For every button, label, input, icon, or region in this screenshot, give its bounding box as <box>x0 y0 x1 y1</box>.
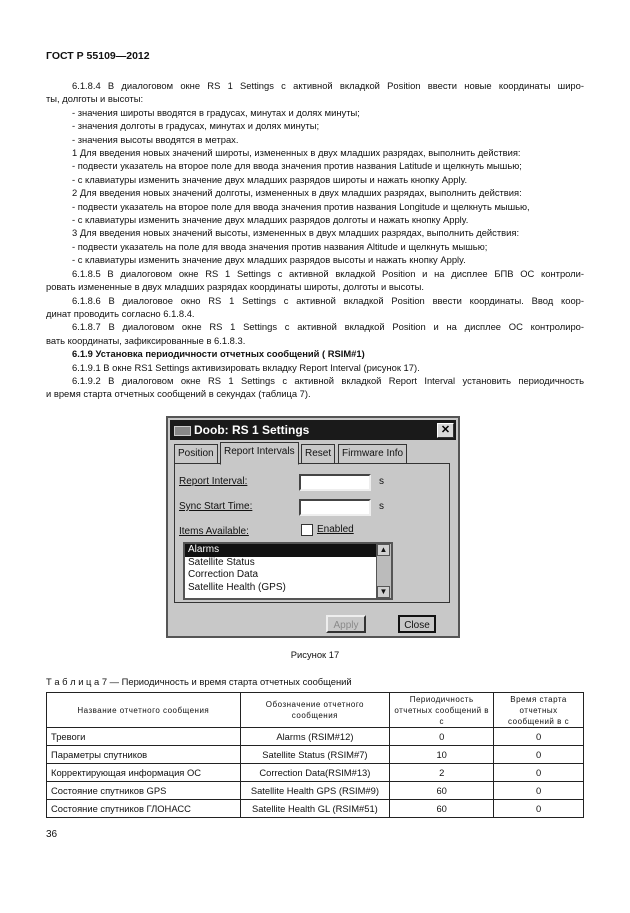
paragraph-line: и время старта отчетных сообщений в секундах (таблица 7). <box>46 388 311 400</box>
column-header: Обозначение отчетного сообщения <box>240 693 390 728</box>
paragraph-line: ты, долготы и высоты: <box>46 93 144 105</box>
window-menu-icon[interactable] <box>174 426 191 436</box>
paragraph-line: - подвести указатель на второе поле для ввода значения против названия Latitude и щелкнуть мышью; <box>72 160 522 172</box>
document-header: ГОСТ Р 55109—2012 <box>46 50 150 62</box>
table-cell: Satellite Health GPS (RSIM#9) <box>240 782 390 800</box>
title-bar[interactable] <box>170 420 456 440</box>
paragraph-line: - значения высоты вводятся в метрах. <box>72 133 239 145</box>
table-cell: 0 <box>494 782 584 800</box>
figure-caption: Рисунок 17 <box>290 649 340 660</box>
tab-reset[interactable]: Reset <box>301 444 335 463</box>
paragraph-line: вать координаты, зафиксированные в 6.1.8.3. <box>46 334 246 346</box>
dialog-title: Doob: RS 1 Settings <box>194 423 310 437</box>
paragraph-line: 1 Для введения новых значений широты, измененных в двух младших разрядах, выполнить действия: <box>72 147 521 159</box>
paragraph-line: - значения долготы в градусах, минутах и долях минуты; <box>72 120 320 132</box>
paragraph-line: 2 Для введения новых значений долготы, измененных в двух младших разрядах, выполнить действия: <box>72 187 522 199</box>
paragraph-line: - значения широты вводятся в градусах, минутах и долях минуты; <box>72 106 360 118</box>
column-header: Периодичность отчетных сообщений в с <box>390 693 494 728</box>
report-interval-unit: s <box>379 476 384 487</box>
sync-start-input[interactable] <box>299 499 371 516</box>
paragraph-line: - с клавиатуры изменить значение двух младших разрядов высоты и нажать кнопку Apply. <box>72 254 466 266</box>
paragraph-line: 6.1.9.2 В диалоговом окне RS 1 Settings с активной вкладкой Report Interval установить периодичность <box>72 374 584 386</box>
column-header: Время старта отчетных сообщений в с <box>494 693 584 728</box>
paragraph-line: 6.1.9 Установка периодичности отчетных сообщений ( RSIM#1) <box>72 348 365 360</box>
table-cell: Satellite Health GL (RSIM#51) <box>240 800 390 818</box>
table-row <box>47 728 584 746</box>
report-interval-input[interactable] <box>299 474 371 491</box>
paragraph-line: 6.1.8.5 В диалоговом окне RS 1 Settings с активной вкладкой Position и на дисплее БПВ ОС контроли- <box>72 267 584 279</box>
apply-button[interactable]: Apply <box>326 615 366 633</box>
close-icon[interactable]: ✕ <box>437 423 454 438</box>
table-caption: Т а б л и ц а 7 — Периодичность и время старта отчетных сообщений <box>46 676 352 687</box>
table-cell: Satellite Status (RSIM#7) <box>240 746 390 764</box>
table-cell: 0 <box>390 728 494 746</box>
close-button[interactable]: Close <box>398 615 436 633</box>
report-interval-label: Report Interval: <box>179 476 248 487</box>
list-item[interactable]: Correction Data <box>188 569 259 580</box>
list-scrollbar[interactable] <box>376 544 391 598</box>
table-row <box>47 782 584 800</box>
table-cell: 0 <box>494 800 584 818</box>
table-cell: 10 <box>390 746 494 764</box>
table-cell: 0 <box>494 728 584 746</box>
report-messages-table <box>46 692 584 818</box>
rs1-settings-dialog <box>166 416 460 638</box>
table-cell: 0 <box>494 764 584 782</box>
table-cell: 60 <box>390 800 494 818</box>
page-number: 36 <box>46 829 58 840</box>
table-cell: 2 <box>390 764 494 782</box>
table-cell: Состояние спутников ГЛОНАСС <box>47 800 241 818</box>
table-row <box>47 746 584 764</box>
table-cell: Alarms (RSIM#12) <box>240 728 390 746</box>
enabled-checkbox[interactable] <box>301 524 313 536</box>
table-cell: Параметры спутников <box>47 746 241 764</box>
paragraph-line: - подвести указатель на поле для ввода значения против названия Altitude и щелкнуть мышью; <box>72 240 488 252</box>
scroll-up-icon[interactable]: ▲ <box>377 544 390 556</box>
scroll-down-icon[interactable]: ▼ <box>377 586 390 598</box>
list-item[interactable]: Alarms <box>185 544 391 557</box>
report-intervals-panel <box>174 463 450 603</box>
list-item[interactable]: Satellite Status <box>188 556 255 568</box>
table-row <box>47 764 584 782</box>
paragraph-line: 6.1.8.4 В диалоговом окне RS 1 Settings с активной вкладкой Position ввести новые координаты широ- <box>72 80 584 91</box>
paragraph-line: 6.1.8.6 В диалоговое окно RS 1 Settings с активной вкладкой Position ввести координаты. Ввод коор- <box>72 294 584 306</box>
body-text <box>46 79 584 401</box>
items-listbox[interactable] <box>183 542 393 600</box>
table-header-row <box>47 693 584 728</box>
tab-position[interactable]: Position <box>174 444 218 463</box>
sync-start-label: Sync Start Time: <box>179 501 253 512</box>
paragraph-line: - подвести указатель на второе поле для ввода значения против названия Longitude и щелкнуть мышью, <box>72 200 530 212</box>
paragraph-line: - с клавиатуры изменить значение двух младших разрядов широты и нажать кнопку Apply. <box>72 173 468 185</box>
paragraph-line: динат проводить согласно 6.1.8.4. <box>46 307 195 319</box>
sync-start-unit: s <box>379 501 384 512</box>
tab-firmware-info[interactable]: Firmware Info <box>338 444 407 463</box>
paragraph-line: ровать измененные в двух младших разрядах координаты широты, долготы и высоты. <box>46 281 425 293</box>
paragraph-line: - с клавиатуры изменить значение двух младших разрядов долготы и нажать кнопку Apply. <box>72 214 469 226</box>
paragraph-line: 6.1.9.1 В окне RS1 Settings активизировать вкладку Report Interval (рисунок 17). <box>72 361 420 373</box>
paragraph-line: 6.1.8.7 В диалоговом окне RS 1 Settings с активной вкладкой Position и на дисплее ОС контролиро- <box>72 321 584 333</box>
table-cell: 0 <box>494 746 584 764</box>
items-available-label: Items Available: <box>179 526 249 537</box>
column-header: Название отчетного сообщения <box>47 693 241 728</box>
table-cell: 60 <box>390 782 494 800</box>
table-cell: Корректирующая информация ОС <box>47 764 241 782</box>
list-item[interactable]: Satellite Health (GPS) <box>188 581 286 593</box>
paragraph-line: 3 Для введения новых значений высоты, измененных в двух младших разрядах, выполнить действия: <box>72 227 520 239</box>
table-cell: Correction Data(RSIM#13) <box>240 764 390 782</box>
table-cell: Состояние спутников GPS <box>47 782 241 800</box>
table-cell: Тревоги <box>47 728 241 746</box>
tab-report-intervals[interactable]: Report Intervals <box>220 442 299 465</box>
enabled-label: Enabled <box>317 524 354 535</box>
table-row <box>47 800 584 818</box>
